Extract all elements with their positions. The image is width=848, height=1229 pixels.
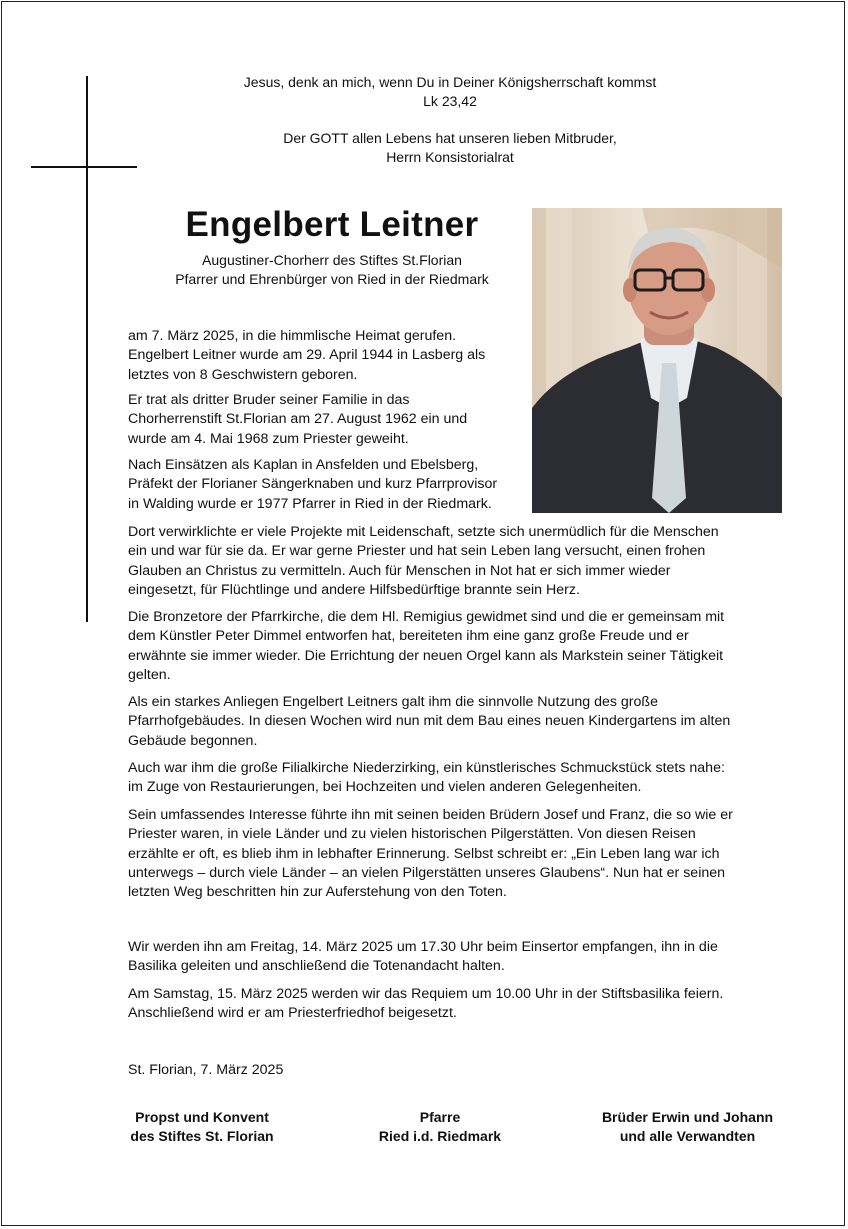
text-line: erzählte er oft, es blieb ihm in lebhafter Erinnerung. Selbst schreibt er: „Ein Leben lang war ich [128, 845, 720, 862]
bio-paragraph-3 [128, 456, 518, 514]
text-line: gelten. [128, 666, 171, 683]
signature-convent [112, 1108, 292, 1146]
intro-text [200, 129, 700, 167]
text-line: Priester waren, in viele Länder und zu vielen historischen Pilgerstätten. Von diesen Reisen [128, 826, 696, 843]
portrait-photo [532, 208, 782, 513]
verse-text: Jesus, denk an mich, wenn Du in Deiner Königsherrschaft kommst [243, 74, 657, 90]
cross-vertical-bar [86, 76, 88, 622]
cross-horizontal-bar [31, 166, 137, 168]
text-line: Pfarrhofgebäudes. In diesen Wochen wird nun mit dem Bau eines neuen Kindergartens im alten [128, 713, 731, 730]
text-line: Er trat als dritter Bruder seiner Familie in das [128, 392, 410, 408]
text-line: Glauben an Christus zu vermitteln. Auch für Menschen in Not hat er sich immer wieder [128, 562, 671, 579]
title-line-2: Pfarrer und Ehrenbürger von Ried in der Riedmark [175, 271, 489, 287]
bio-paragraph-7 [128, 759, 768, 798]
bio-paragraph-4 [128, 523, 768, 600]
text-line: Anschließend wird er am Priesterfriedhof beigesetzt. [128, 1005, 457, 1022]
signature-line: Ried i.d. Riedmark [378, 1128, 502, 1144]
signature-family [585, 1108, 790, 1146]
text-line: Auch war ihm die große Filialkirche Niederzirking, ein künstlerisches Schmuckstück stets nahe: [128, 760, 725, 776]
bio-paragraph-8 [128, 806, 768, 902]
bio-paragraph-5 [128, 608, 768, 685]
text-line: im Zuge von Restaurierungen, bei Hochzeiten und vielen anderen Gelegenheiten. [128, 779, 642, 796]
text-line: Gebäude begonnen. [128, 732, 258, 749]
text-line: dem Künstler Peter Dimmel entworfen hat, bereiteten ihm eine ganz große Freude und er [128, 628, 689, 645]
text-line: eingesetzt, für Flüchtlinge und andere Hilfsbedürftige brannte sein Herz. [128, 581, 580, 598]
bible-verse [200, 73, 700, 111]
text-line: in Walding wurde er 1977 Pfarrer in Ried in der Riedmark. [128, 495, 492, 512]
place-date: St. Florian, 7. März 2025 [128, 1062, 284, 1078]
text-line: Dort verwirklichte er viele Projekte mit Leidenschaft, setzte sich unermüdlich für die Menschen [128, 524, 719, 540]
deceased-name: Engelbert Leitner [185, 205, 479, 244]
signature-line: und alle Verwandten [619, 1128, 756, 1144]
text-line: erwähnte sie immer wieder. Die Errichtung der neuen Orgel kann als Markstein seiner Tätigkeit [128, 647, 724, 664]
text-line: am 7. März 2025, in die himmlische Heimat gerufen. [128, 328, 457, 344]
text-line: Wir werden ihn am Freitag, 14. März 2025 um 17.30 Uhr beim Einsertor empfangen, ihn in die [128, 939, 718, 955]
text-line: ein und war für sie da. Er war gerne Priester und hat sein Leben lang versucht, einen frohen [128, 543, 706, 560]
intro-line-2: Herrn Konsistorialrat [386, 149, 514, 165]
text-line: Die Bronzetore der Pfarrkirche, die dem Hl. Remigius gewidmet sind und die er gemeinsam mit [128, 609, 725, 625]
signature-line: Pfarre [419, 1109, 461, 1125]
text-line: unterwegs – durch viele Länder – an vielen Pilgerstätten unseres Glaubens“. Nun hat er seinen [128, 864, 726, 881]
verse-reference: Lk 23,42 [423, 93, 477, 109]
deceased-titles [140, 251, 524, 289]
funeral-paragraph-2 [128, 985, 768, 1024]
signature-line: Brüder Erwin und Johann [601, 1109, 774, 1125]
text-line: Nach Einsätzen als Kaplan in Ansfelden und Ebelsberg, [128, 457, 479, 473]
funeral-paragraph-1 [128, 938, 768, 977]
text-line: Sein umfassendes Interesse führte ihn mit seinen beiden Brüdern Josef und Franz, die so wie er [128, 807, 733, 823]
intro-line-1: Der GOTT allen Lebens hat unseren lieben Mitbruder, [283, 130, 617, 146]
text-line: Präfekt der Florianer Sängerknaben und kurz Pfarrprovisor [128, 476, 498, 493]
text-line: letztes von 8 Geschwistern geboren. [128, 366, 358, 383]
text-line: Chorherrenstift St.Florian am 27. August 1962 ein und [128, 411, 468, 428]
text-line: Als ein starkes Anliegen Engelbert Leitners galt ihm die sinnvolle Nutzung des große [128, 694, 658, 710]
text-line: wurde am 4. Mai 1968 zum Priester geweiht. [128, 430, 409, 447]
signature-line: des Stiftes St. Florian [130, 1128, 274, 1144]
bio-paragraph-6 [128, 693, 768, 751]
text-line: Engelbert Leitner wurde am 29. April 1944 in Lasberg als [128, 347, 486, 364]
signature-line: Propst und Konvent [135, 1109, 269, 1125]
text-line: Basilika geleiten und anschließend die Totenandacht halten. [128, 958, 505, 975]
text-line: letzten Weg beschritten hin zur Auferstehung von den Toten. [128, 884, 507, 901]
bio-paragraph-2 [128, 391, 518, 449]
text-line: Am Samstag, 15. März 2025 werden wir das Requiem um 10.00 Uhr in der Stiftsbasilika feiern. [128, 986, 724, 1002]
signature-parish [355, 1108, 525, 1146]
title-line-1: Augustiner-Chorherr des Stiftes St.Florian [202, 252, 462, 268]
bio-paragraph-1 [128, 327, 518, 385]
